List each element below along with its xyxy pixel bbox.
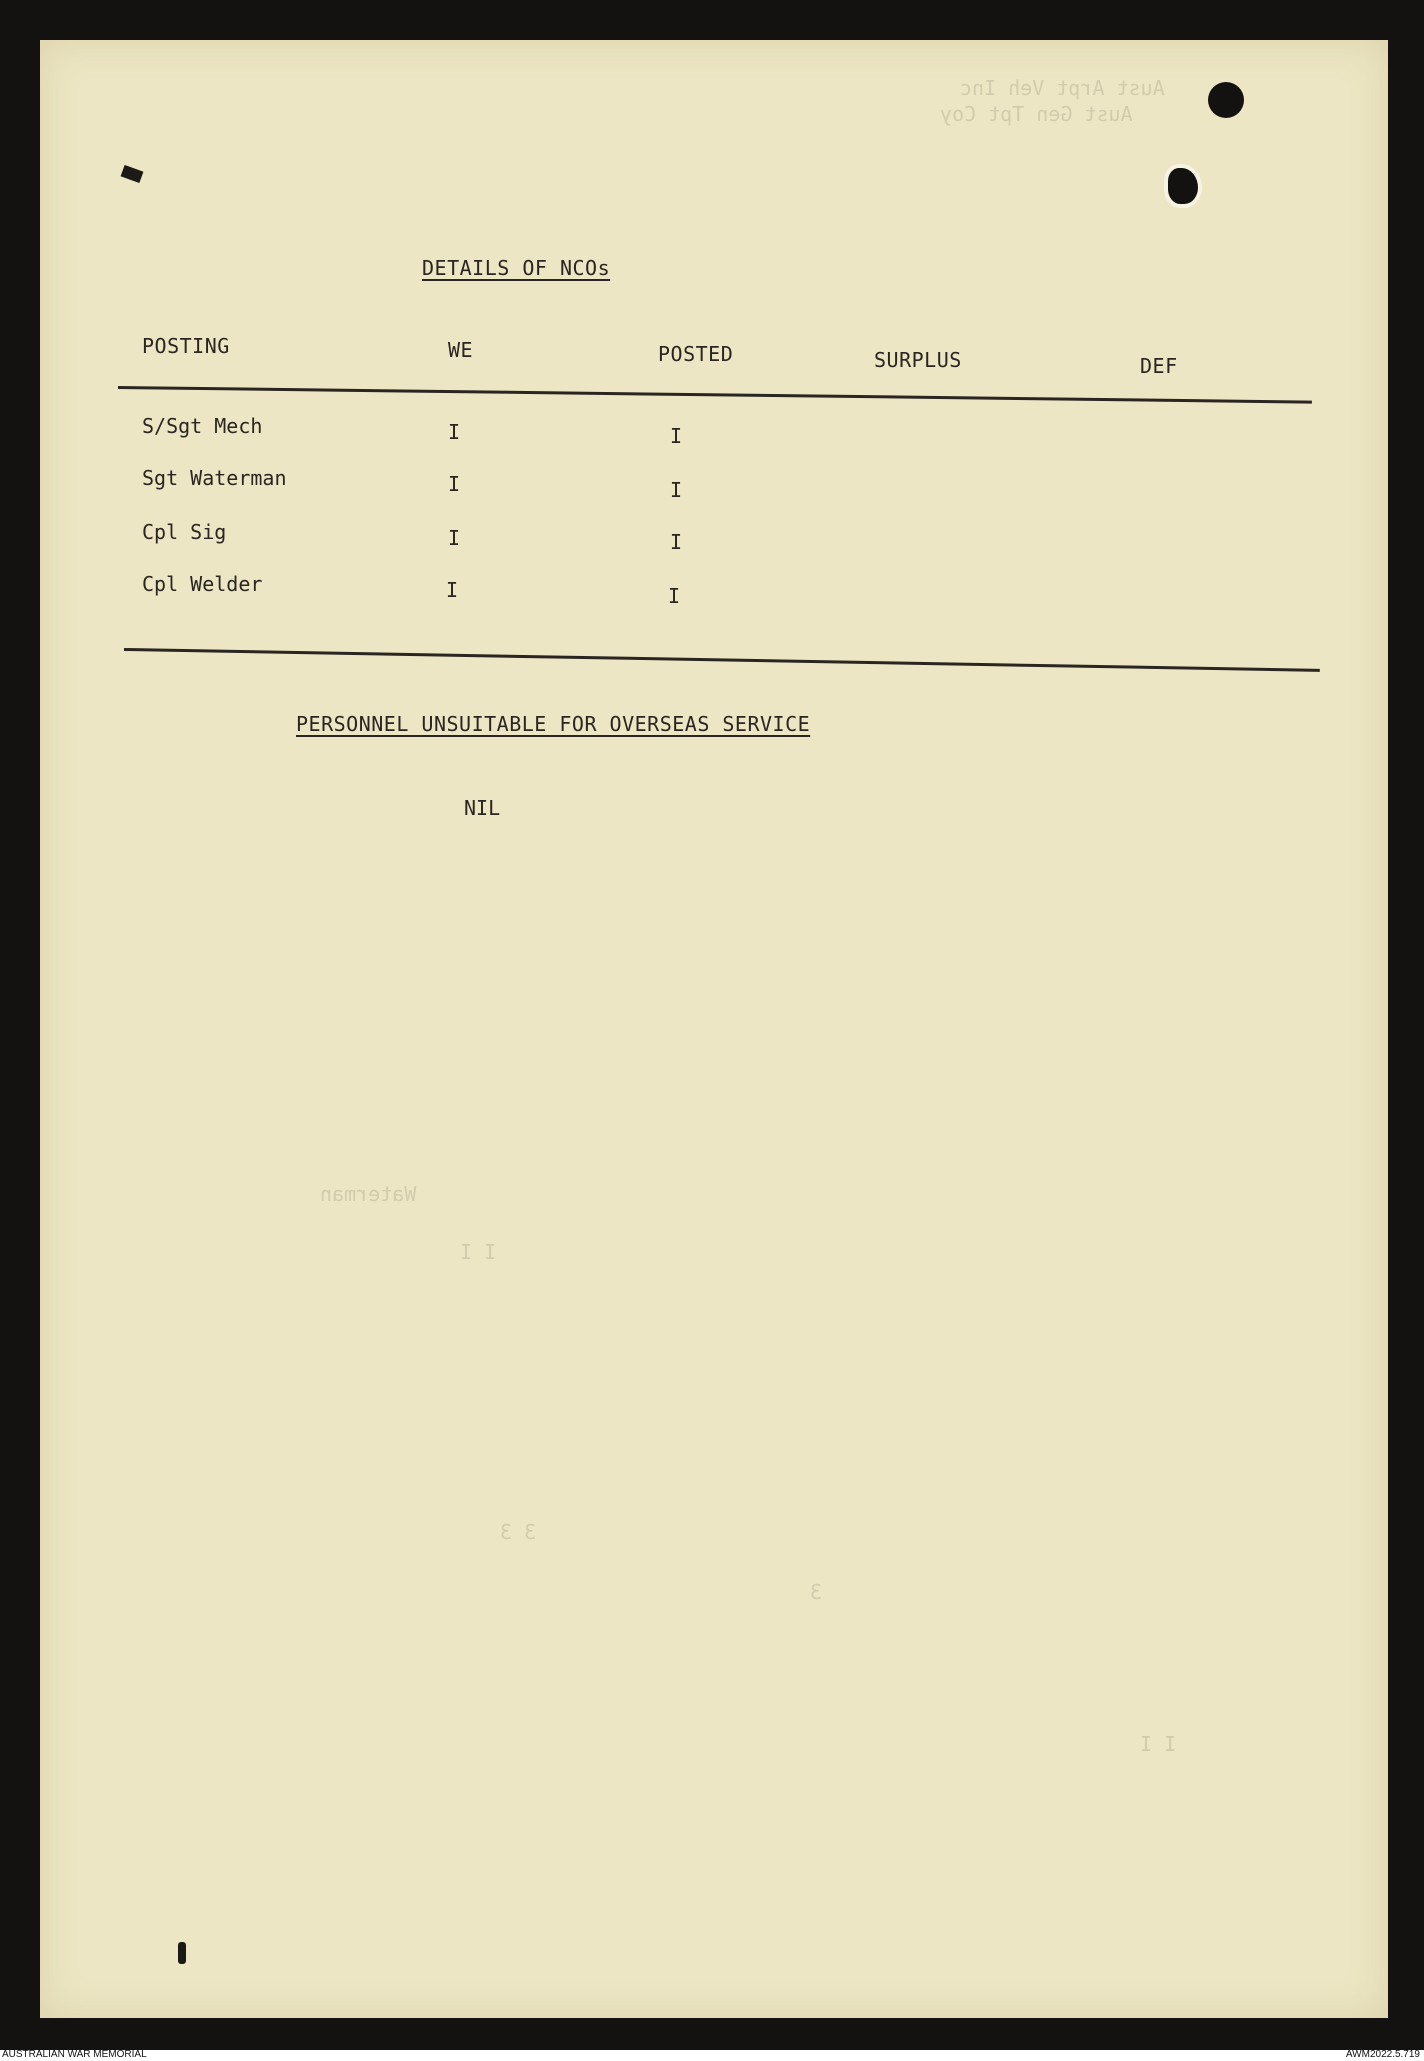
document-page — [40, 40, 1388, 2018]
column-header-surplus: SURPLUS — [874, 348, 962, 372]
row-posted: I — [670, 530, 683, 554]
punch-hole-icon — [1208, 82, 1244, 118]
bleed-through-text: Aust Arpt Veh Inc — [960, 76, 1165, 100]
row-we: I — [448, 420, 461, 444]
row-posting: Cpl Sig — [142, 520, 227, 544]
footer-accession-number: AWM2022.5.719 — [1345, 2049, 1420, 2060]
row-posting: S/Sgt Mech — [142, 414, 263, 438]
column-header-posted: POSTED — [658, 342, 734, 366]
section-title: PERSONNEL UNSUITABLE FOR OVERSEAS SERVICE — [296, 712, 811, 736]
bleed-through-text: 3 — [810, 1580, 823, 1604]
row-we: I — [446, 578, 459, 602]
bleed-through-text: I I — [1140, 1732, 1177, 1756]
column-header-def: DEF — [1140, 354, 1178, 378]
row-we: I — [448, 526, 461, 550]
section-value: NIL — [464, 796, 501, 820]
page-title: DETAILS OF NCOs — [422, 256, 611, 280]
bleed-through-text: Aust Gen Tpt Coy — [940, 102, 1133, 126]
row-posting: Sgt Waterman — [142, 466, 287, 490]
row-posted: I — [670, 478, 683, 502]
torn-hole-icon — [1168, 168, 1198, 204]
row-posted: I — [668, 584, 681, 608]
column-header-we: WE — [448, 338, 474, 362]
bleed-through-text: Waterman — [320, 1182, 417, 1206]
footer-bar — [0, 2050, 1424, 2061]
ink-mark-icon — [178, 1942, 186, 1964]
row-we: I — [448, 472, 461, 496]
row-posting: Cpl Welder — [142, 572, 263, 596]
column-header-posting: POSTING — [142, 334, 230, 358]
row-posted: I — [670, 424, 683, 448]
bleed-through-text: I I — [460, 1240, 497, 1264]
bleed-through-text: 3 3 — [500, 1520, 537, 1544]
footer-credit: AUSTRALIAN WAR MEMORIAL — [2, 2049, 147, 2060]
